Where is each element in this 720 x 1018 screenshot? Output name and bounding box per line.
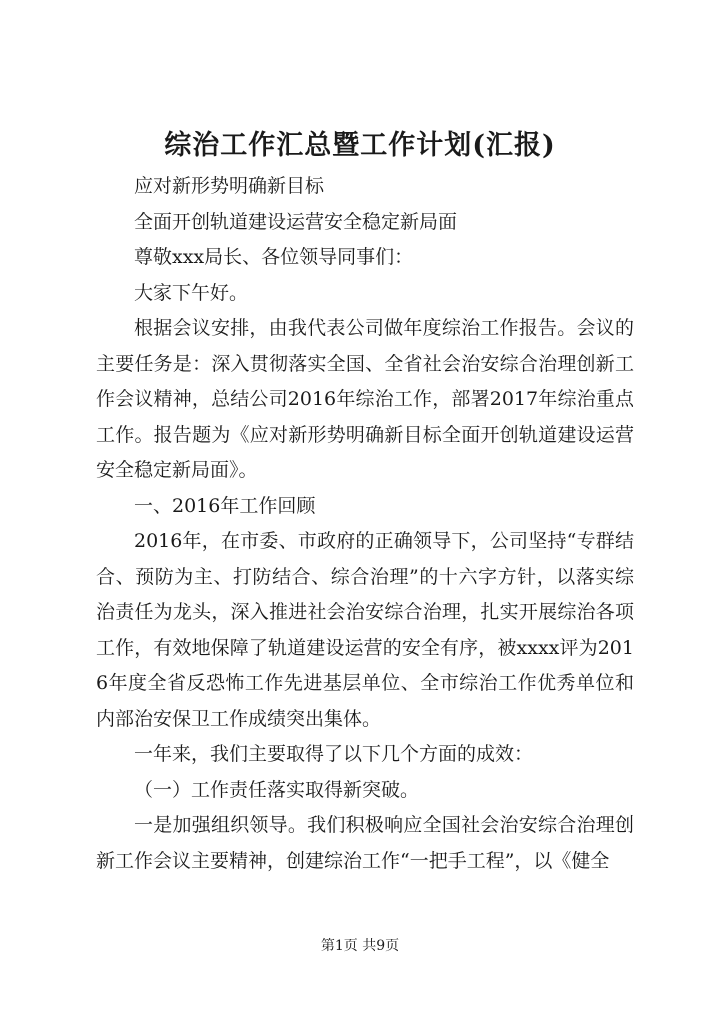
point-one-paragraph: 一是加强组织领导。我们积极响应全国社会治安综合治理创新工作会议主要精神，创建综治工作“一把手工程”，以《健全 xyxy=(96,814,634,872)
subtitle-line-1: 应对新形势明确新目标 xyxy=(134,175,325,197)
achievements-intro: 一年来，我们主要取得了以下几个方面的成效： xyxy=(134,743,534,765)
page-footer: 第1页 共9页 xyxy=(320,938,400,954)
greeting: 大家下午好。 xyxy=(134,281,249,304)
salutation: 尊敬xxx局长、各位领导同事们： xyxy=(134,246,414,268)
document-title: 综治工作汇总暨工作计划(汇报) xyxy=(164,130,556,161)
section-heading: 一、2016年工作回顾 xyxy=(134,494,316,517)
subsection-heading: （一）工作责任落实取得新突破。 xyxy=(134,778,420,801)
subtitle-line-2: 全面开创轨道建设运营安全稳定新局面 xyxy=(134,210,458,233)
intro-paragraph: 根据会议安排，由我代表公司做年度综治工作报告。会议的主要任务是：深入贯彻落实全国、全省社会治安综合治理创新工作会议精神，总结公司2016年综治工作，部署2017年综治重点工作。报告题为《应对新形势明确新目标全面开创轨道建设运营安全稳定新局面》。 xyxy=(96,317,634,481)
document-body xyxy=(96,169,634,879)
review-paragraph: 2016年，在市委、市政府的正确领导下，公司坚持“专群结合、预防为主、打防结合、综合治理”的十六字方针，以落实综治责任为龙头，深入推进社会治安综合治理，扎实开展综治各项工作，有效地保障了轨道建设运营的安全有序，被xxxx评为2016年度全省反恐怖工作先进基层单位、全市综治工作优秀单位和内部治安保卫工作成绩突出集体。 xyxy=(96,530,634,730)
